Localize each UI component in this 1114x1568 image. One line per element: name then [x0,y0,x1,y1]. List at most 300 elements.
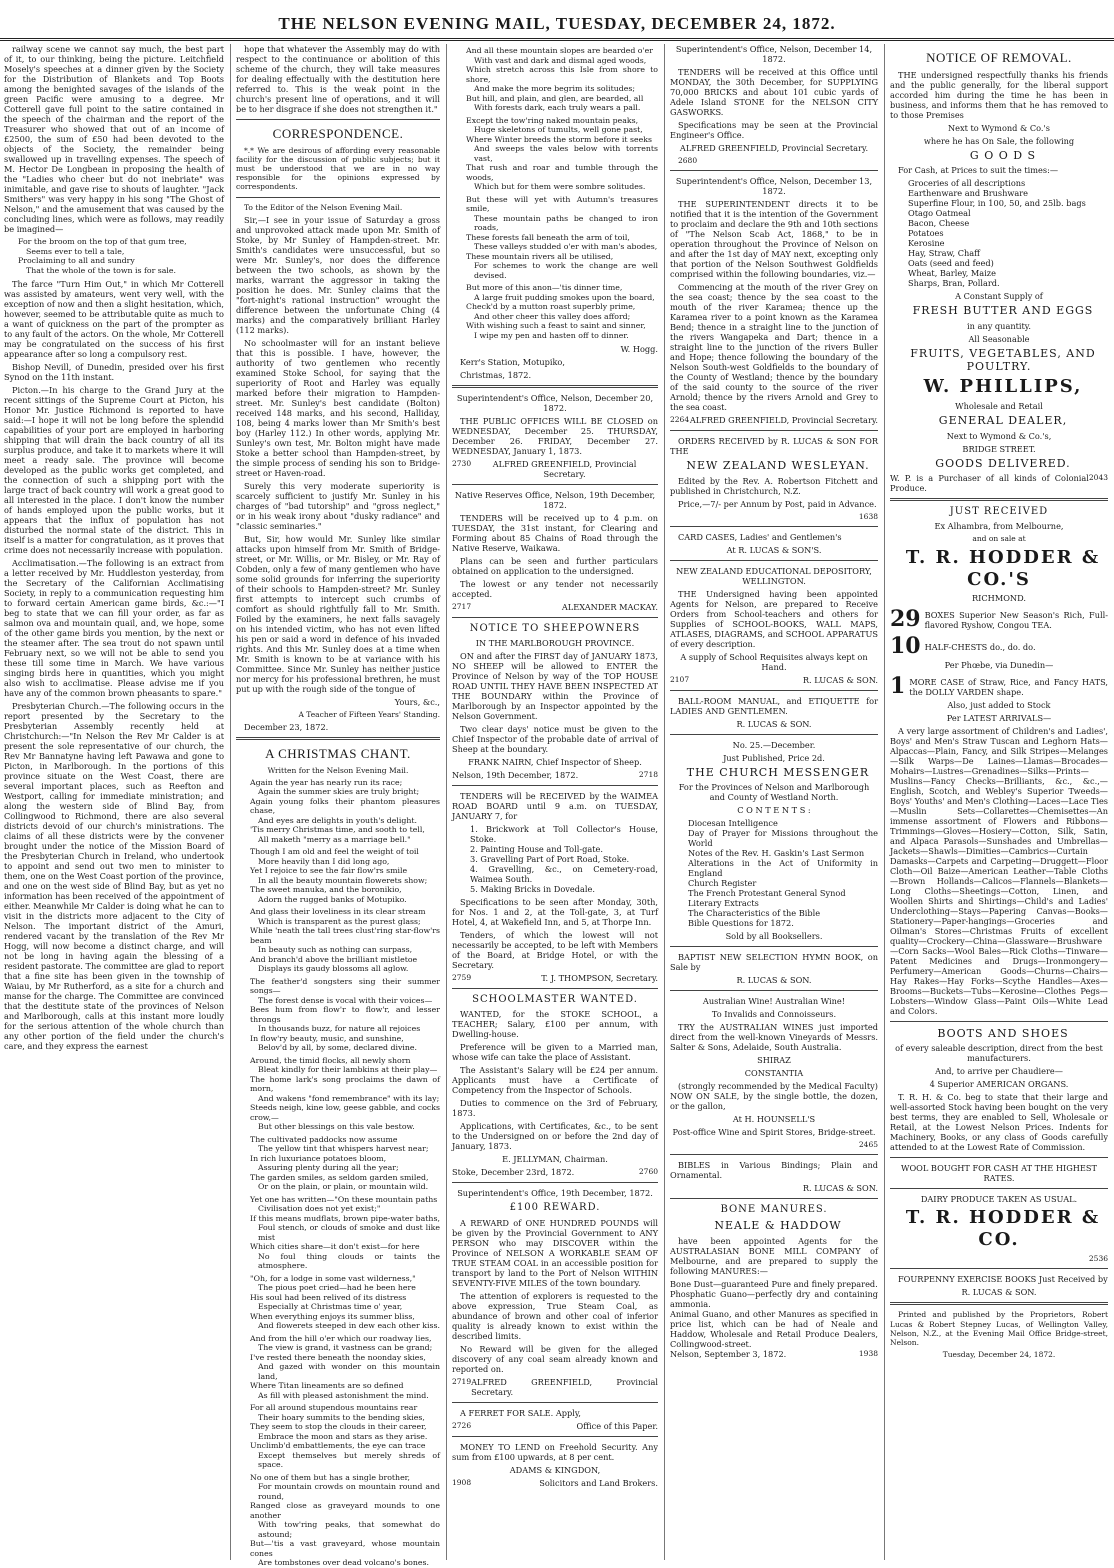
verse [18,237,224,275]
poem-line: But these will yet with Autumn's treasures smile, [466,194,658,213]
ad-number: 2759 [452,973,472,983]
list-item: 4. Gravelling, &c., on Cemetery-road, Waimea South. [470,864,658,885]
notice-subheading: IN THE MARLBOROUGH PROVINCE. [475,638,635,649]
ad-heading: BONE MANURES. [720,1204,828,1216]
notice-body: THE PUBLIC OFFICES WILL BE CLOSED on WEDNESDAY, December 25. THURSDAY, December 26. FRIDAY, December 27. WEDNESDAY, January 1, 1873. [452,416,658,456]
contents-label: C O N T E N T S : [737,805,811,816]
merchant-location: Next to Wymond & Co.'s, [946,430,1052,441]
divider [236,197,440,198]
divider [670,1154,878,1155]
list-item: Wheat, Barley, Maize [908,268,996,279]
divider [670,170,878,171]
poem-line: In flow'ry beauty, music, and sunshine, [250,1033,404,1043]
poem-line: All maketh "merry as a marriage bell." [258,834,411,844]
list-item: 2. Painting House and Toll-gate. [470,844,603,855]
notice-body: TENDERS will be RECEIVED by the WAIMEA ROAD BOARD until 9 a.m. on TUESDAY, JANUARY 7, for [452,791,658,822]
poem-line: Steeds neigh, kine low, geese gabble, and cocks crow,— [250,1103,440,1122]
poem-line: If this means mudflats, brown pipe-water baths, [250,1213,440,1223]
poem-line: Which stretch across this Isle from shore to shore, [466,65,658,84]
list-item: 1. Brickwork at Toll Collector's House, Stoke. [470,824,658,845]
poem-line: With vast and dark and dismal aged woods, [474,55,647,65]
ad-feature: DAIRY PRODUCE TAKEN AS USUAL. [920,1194,1078,1205]
ad-body: BALL-ROOM MANUAL, and ETIQUETTE for LADIES AND GENTLEMEN. [670,695,878,716]
letter-signoff: Yours, &c., [394,696,440,707]
column-rule [664,44,665,1560]
section-heading: A CHRISTMAS CHANT. [265,745,411,761]
poem-line: And flowerets steeped in dew each other kiss. [258,1321,440,1331]
list-item: The Characteristics of the Bible [688,908,821,919]
divider [452,988,658,989]
divider [670,690,878,691]
divider [670,1198,878,1199]
poem-line: And make the more begrim its solitudes; [474,84,636,93]
poem-line: I've rested there beneath the noonday skies, [250,1352,426,1362]
ad-body: TRY the AUSTRALIAN WINES just imported direct from the well-known Vineyards of Messrs. Salter & Sons, Adelaide, South Australia. [670,1022,878,1053]
poem-place: Kerr's Station, Motupiko, [460,357,565,367]
contents-list [688,818,878,928]
ad-body: FOURPENNY EXERCISE BOOKS Just Received by [898,1274,1108,1285]
ad-number: 2726 [452,1420,472,1430]
poem-line: Especially at Christmas time o' year, [258,1302,403,1312]
ad-body: For Cash, at Prices to suit the times:— [898,165,1059,176]
notice-signature: E. JELLYMAN, Chairman. [502,1154,608,1165]
letter-date: December 23, 1872. [244,721,329,732]
ad-number: 1908 [452,1477,472,1487]
poem-line: Adorn the rugged banks of Motupiko. [258,894,407,904]
quantity-figure: 29 [890,606,921,633]
ad-feature: FRUITS, VEGETABLES, AND POULTRY. [910,346,1096,374]
list-item: Kerosine [908,238,945,249]
ad-price: Price,—7/- per Annum by Post, paid in Advance. [678,498,877,509]
ad-firm: R. LUCAS & SON. [736,718,812,729]
poem-line: I wipe my pen and hasten off to dinner. [474,330,629,340]
ad-number: 2719 [452,1376,472,1386]
poem-line: The sweet manuka, and the boronikio, [250,885,402,895]
list-item: Literary Extracts [688,898,759,909]
ad-firm: R. LUCAS & SON. [802,1183,878,1194]
divider [890,498,1108,501]
ad-body: THE undersigned respectfully thanks his friends and the public generally, for the liberal support accorded him during the time he has been in business, and informs them that he has removed to to those Premises [890,69,1108,120]
ad-body: in any quantity. [967,320,1031,331]
notice-signature: ALFRED GREENFIELD, Provincial Secretary. [471,1376,658,1397]
poem-subtitle: Written for the Nelson Evening Mail. [267,765,409,775]
list-item: Otago Oatmeal [908,208,971,219]
ad-body: A very large assortment of Children's and Ladies', Boys' and Men's Straw Tuscan and Leghorn Hats—Alpaccas—Plain, Fancy, and Silk Stripes—Melanges—Silk Warps—De Laines—Llamas—Brocades—Mohairs—Lustres—Grenadines—Silks—Prints—Muslins—Fancy Checks—Brilliants, &c., &c.,—English, Scotch, and Webley's Superior Tweeds—Boys' Youths' and Men's Clothing—Laces—Lace Ties—Muslin Sets—Collarettes—Chemisettes—An immense assortment of Flowers and Ribbons—Trimmings—Gloves—Hosiery—Cotton, Silk, Satin, and Alpaca Parasols—Sunshades and Umbrellas—Jackets—Shawls—Dimities—Cambrics—Curtain Damasks—Carpets and Carpeting—Druggett—Floor Cloth—Oil Baize—American Leather—Table Cloths—Brown Hollands—Calicos—Flannels—Blankets—Long Cloths—Sheetings—Cotton, Linen, and Woollen Shirts and Shirtings—Child's and Ladies' Underclothing—Stays—Papering Canvas—Books—Stationery—Paper-hangings—Groceries and Oilman's Stores—Christmas Fruits of excellent quality—Crockery—China—Glassware—Brushware—Corn Sacks—Wool Bales—Rick Cloths—Tinware—Patent Medicines and Drugs—Ironmongery—Perfumery—American Goods—Churns—Chairs—Hay Rakes—Hay Forks—Scythe Handles—Axes—Brooms—Buckets—Tubs—Kerosine—Clothes Pegs—Lobsters—Window Glass—Paint Oils—White Lead and Colors. [890,725,1109,1016]
ad-feature: GOODS DELIVERED. [935,456,1071,470]
divider [670,526,878,527]
goods-list [908,178,1108,288]
ad-body: A FERRET FOR SALE. Apply, [460,1407,581,1418]
list-item: The French Protestant General Synod [688,888,846,899]
notice-body: Commencing at the mouth of the river Grey on the sea coast; thence by the sea coast to the mouth of the river Karamea; thence up the Karamea river to a point known as the Karamea Bend; thence in a straight line to the junction of the rivers Wangapeka and Dart; thence in a straight line to the junction of the rivers Buller and Hope; thence following the boundary of the Nelson South-west Goldfields to the boundary of the County of Westland; thence by the boundary of the said county to the source of the river Arnold; thence by the rivers Arnold and Grey to the sea coast. [670,282,878,413]
ad-number: 1938 [858,1348,878,1358]
poem-line: While 'neath the tall trees clust'ring star-flow'rs beam [250,926,440,945]
divider [670,990,878,991]
poem-line: Check'd by a mutton roast superbly prime, [466,302,636,311]
divider [670,734,878,735]
manure-list [670,1279,878,1349]
divider [890,1157,1108,1158]
article-paragraph: railway scene we cannot say much, the best part of it, to our thinking, being the picture. Leitchfield Mosely's speeches at a dinner given by the Society for the Distribution of Blankets and Top Boots among the benighted savages of the islands of the green Pacific were amusing to a degree. Mr Cotterell gave full point to the satire contained in the speech of the chairman and the report of the Treasurer who showed that out of an income of £2500, the sum of £50 had been devoted to the objects of the Society, the remainder being swallowed up in travelling expenses. The speech of M. Hector De Longbean in proposing the health of the "Ladies who cheer but do not inebriate" was inimitable, and gave rise to shouts of laughter. "Jack Smithers" was very happy in his song "The Ghost of Nelson," and the amusement that was caused by the concluding lines, which were as follows, may readily be imagined— [4,44,224,234]
letter-address: To the Editor of the Nelson Evening Mail. [244,202,403,212]
notice-body: Specifications to be seen after Monday, 30th, for Nos. 1 and 2, at the Toll-gate, 3, at Turf Hotel, 4, at Wakefield Inn, and 5, at Thorpe Inn. [452,897,658,928]
goods-heading: G O O D S [969,148,1037,162]
ad-title: NEW ZEALAND WESLEYAN. [686,459,870,473]
notice-header: Superintendent's Office, Nelson, December 14, 1872. [675,44,873,64]
poem-line: Except the tow'ring naked mountain peaks, [466,115,639,125]
merchant-name: T. R. HODDER & CO.'S [905,546,1101,590]
notice-body: The lowest or any tender not necessarily accepted. [452,579,658,599]
verse-line: Proclaiming to all and sundry [18,256,135,265]
poem [250,778,440,1568]
poem-line: "Oh, for a lodge in some vast wilderness," [250,1273,416,1283]
notice-body: No Reward will be given for the alleged discovery of any coal seam already known and reported on. [452,1343,658,1374]
poem-line: Yet one has written—"On these mountain paths [250,1194,438,1204]
poem-line: But hill, and plain, and glen, are bearded, all [466,93,644,103]
ad-firm: R. LUCAS & SON. [736,975,812,986]
poem-line: Again the summer skies are truly bright; [258,787,420,797]
list-item: Animal Guano, and other Manures as specified in price list, which can be had of Neale and Haddow, Wholesale and Retail Produce Dealers, Collingwood-street. [670,1308,878,1349]
notice-body: THE SUPERINTENDENT directs it to be notified that it is the intention of the Government to proclaim and declare the 9th and 10th sections of "The Nelson Scab Act, 1868," to be in operation throughout the Province of Nelson on and after the 1st day of MAY next, excepting only that portion of the Nelson Southwest Goldfields comprised within the following boundaries, viz.— [670,199,878,280]
poem-line: Are tombstones over dead volcano's bones. [258,1558,429,1568]
divider [236,119,440,120]
article-paragraph: Acclimatisation.—The following is an extract from a letter received by Mr. Huddleston yesterday, from the Secretary of the Californian Acclimatising Society, in reply to a communication requesting him to forward certain American game birds, &c.:—"I beg to state that we can fill your order, as far as salmon ova and mountain quail, and, we hope, some of the other game birds you mention, by the next or the steamer after. The sea trout do not spawn until February next, so we will not be able to send you these till some time in March. We have various singing birds here in quantities, which you might also wish to acclimatise. Please advise me if you have any of the common brown pheasants to spare." [4,558,224,698]
column-3 [452,44,658,1560]
ad-firm: R. LUCAS & SON. [802,674,878,685]
ad-body: T. R. H. & Co. beg to state that their large and well-assorted Stock having been bought on the very best terms, they are enabled to Sell, Wholesale or Retail, at the Lowest Nelson Prices. Indents for Machinery, Books, or any class of Goods carefully attended to at the Lowest Rate of Commission. [890,1092,1108,1153]
poem-line: These mountain paths be changed to iron roads, [474,213,658,232]
divider [452,617,658,618]
poem-line: Again the year has nearly run its race; [250,777,403,787]
ad-number: 1638 [858,511,878,521]
ad-pubinfo: Just Published, Price 2d. [723,752,825,763]
poem-line: But more of this anon—'tis dinner time, [466,283,623,292]
ad-body: and on sale at [972,534,1026,544]
poem-line: Or on the plain, or plain, or mountain wild. [258,1182,429,1192]
article-paragraph: Picton.—In his charge to the Grand Jury at the recent sittings of the Supreme Court at Picton, his Honor Mr. Justice Richmond is reported to have said:—I hope it will not be long before the splendid capabilities of your port are employed in harboring shipping that will drain the back country of all its surplus produce, and take it to markets where it will meet a ready sale. The province will become developed as the public works get completed, and the connection of such a shipping port with the large tract of back country will work a great good to all interested in the place. I don't know the number of hands employed upon the public works, but it appears that the influx of population has not disturbed the normal state of the district. This in itself is a matter for congratulation, as it proves that crime does not necessarily increase with population. [4,385,224,555]
ad-body: Also, just added to Stock [947,699,1051,710]
masthead [0,0,1114,41]
notice-body: The attention of explorers is requested to the above expression, True Steam Coal, as abundance of brown and other coal of inferior quality is already known to exist within the described limits. [452,1290,658,1341]
notice-signature: ALFRED GREENFIELD, Provincial Secretary. [679,143,869,153]
poem-line: That rush and roar and tumble through the woods, [466,163,658,182]
list-item: Bible Questions for 1872. [688,918,794,929]
ad-body: THE Undersigned having been appointed Agents for Nelson, are prepared to Receive Orders from School-teachers and others for Supplies of SCHOOL-BOOKS, WALL MAPS, ATLASES, DIAGRAMS, and SCHOOL APPARATUS of every description. [670,588,878,649]
ad-title: THE CHURCH MESSENGER [686,765,870,779]
poem-line: His soul had been relived of its distress [250,1292,407,1302]
ad-body: All Seasonable [968,333,1030,344]
notice-body: The Assistant's Salary will be £24 per annum. Applicants must have a Certificate of Competency from the Inspector of Schools. [452,1065,658,1096]
notice-signature: ALFRED GREENFIELD, Provincial Secretary. [492,459,637,479]
poem-line: Except themselves but merely shreds of space. [258,1450,440,1470]
list-item: Earthenware and Brushware [908,188,1029,199]
notice-signature: ALEXANDER MACKAY. [561,602,658,612]
poem-line: These forests fall beneath the arm of toil, [466,232,630,242]
list-item: Church Register [688,878,757,889]
notice-body: Duties to commence on the 3rd of February, 1873. [452,1098,658,1119]
notice-heading: SCHOOLMASTER WANTED. [472,994,638,1006]
article-paragraph: The farce "Turn Him Out," in which Mr Cotterell was assisted by amateurs, went very well, with the exception of now and then a slight hesitation, which, however, seemed to be attributable quite as much to a want of quickness on the part of the prompter as to any fault of the actors. On the whole, Mr Cotterell may be congratulated on the success of his first appearance after so long a compulsory rest. [4,279,224,359]
ad-title: NEW ZEALAND EDUCATIONAL DEPOSITORY, WELLINGTON. [676,565,872,586]
poem-line: These valleys studded o'er with man's abodes, [474,242,658,251]
poem-line: The view is grand, it vastness can be grand; [258,1343,433,1353]
merchant-name: T. R. HODDER & CO. [905,1207,1101,1251]
divider [452,484,658,485]
column-rule [446,44,447,1560]
poem-line: But other blessings on this vale bestow. [258,1122,415,1132]
ad-body: Per Phœbe, via Dunedin— [944,660,1054,671]
poem-line: Unclimb'd embattlements, the eye can trace [250,1441,426,1451]
list-item: 3. Gravelling Part of Port Road, Stoke. [470,854,630,865]
list-item: Oats (seed and feed) [908,258,994,269]
ad-subheading: Per LATEST ARRIVALS— [946,712,1052,723]
article-paragraph: Bishop Nevill, of Dunedin, presided over his first Synod on the 11th instant. [4,362,224,382]
notice-body: TENDERS will be received at this Office until MONDAY, the 30th December, for SUPPLYING 70,000 BRICKS and about 101 cubic yards of Adele Island STONE for the NELSON CITY GASWORKS. [670,67,878,117]
ad-number: 2730 [452,459,472,468]
ad-heading: NOTICE OF REMOVAL. [926,50,1072,65]
ad-number: 2760 [638,1167,658,1177]
ad-body: Sold by all Booksellers. [725,931,823,942]
merchant-name: W. PHILLIPS, [923,376,1083,398]
ad-firm: ADAMS & KINGDON, [509,1464,601,1475]
poem-line: Bleat kindly for their lambkins at their play— [258,1065,438,1075]
poem-line: Where Titan lineaments are so defined [250,1381,404,1391]
notice-date: Nelson, 19th December, 1872. [452,770,579,781]
divider [890,1302,1108,1305]
tender-list [470,824,658,894]
editorial-note: *.* We are desirous of affording every reasonable facility for the discussion of public subjects; but it must be understood that we are in no way responsible for the opinions expressed by correspondents. [236,145,440,192]
list-item: Diocesan Intelligence [688,818,778,829]
poem-line: Where Winter breeds the storm before it seeks [466,134,652,144]
divider [890,1188,1108,1189]
merchant-street: BRIDGE STREET. [962,443,1036,454]
ad-number: 2043 [1088,473,1108,483]
divider [670,560,878,561]
quantity-figure: 10 [890,633,921,660]
poem-line: But—'tis a vast graveyard, whose mountain cones [250,1539,440,1558]
ad-number: 2536 [1088,1254,1108,1264]
ad-body: of every saleable description, direct from the best manufacturers. [895,1043,1103,1064]
ad-location: Next to Wymond & Co.'s [947,122,1050,133]
list-item: Sharps, Bran, Pollard. [908,278,1000,289]
ad-body: W. P. is a Purchaser of all kinds of Colonial Produce. [890,473,1089,494]
ad-contact: Office of this Paper. [576,1420,658,1431]
poem-line: They seem to stop the clouds in their career, [250,1422,427,1432]
poem-line: No one of them but has a single brother, [250,1472,411,1482]
ad-number: 2264 [670,415,690,425]
poem-line: Displays its gaudy blossoms all aglow. [258,964,409,974]
poem-line: The pious poet cried—had he been here [258,1283,416,1293]
notice-body: Plans can be seen and further particulars obtained on application to the undersigned. [452,556,658,576]
poem-line: The forest dense is vocal with their voices— [258,995,433,1005]
poem-line: And eyes are delights in youth's delight. [258,815,418,825]
poem-line: Again young folks their phantom pleasures chase, [250,796,440,816]
ad-date: Nelson, September 3, 1872. [670,1348,787,1359]
ad-number: 2465 [858,1140,878,1150]
ad-number: 2680 [678,156,698,165]
poem-line: And branch'd above the brilliant mistletoe [250,954,418,964]
poem-line: Belov'd by all, by some, declared divine. [258,1043,417,1053]
ad-body: A Constant Supply of [955,291,1043,302]
imprint: Printed and published by the Proprietors, Robert Lucas & Robert Stepney Lucas, of Wellington Valley, Nelson, N.Z., at the Evening Mail Office Bridge-street, Nelson. [890,1310,1108,1347]
ad-title: Australian Wine! Australian Wine! [702,996,846,1007]
divider [670,430,878,431]
poem-line: The home lark's song proclaims the dawn of morn, [250,1074,440,1094]
divider [890,1268,1108,1269]
ad-subtitle: To Invalids and Connoisseurs. [711,1009,837,1020]
poem-line: Huge skeletons of tumults, well gone past, [474,125,643,134]
poem-line: Which cities share—it don't exist—for here [250,1242,420,1252]
notice-header: Superintendent's Office, Nelson, December 13, 1872. [675,176,873,197]
poem-line: The feather'd songsters sing their summer songs— [250,976,440,996]
poem-line: Assuring plenty during all the year; [258,1163,399,1173]
column-4 [670,44,878,1560]
verse-line: For the broom on the top of that gum tree, [18,237,187,246]
notice-heading: NOTICE TO SHEEPOWNERS [469,623,641,634]
list-item: Superfine Flour, in 100, 50, and 25lb. bags [908,198,1086,209]
notice-signature: FRANK NAIRN, Chief Inspector of Sheep. [468,757,642,768]
section-heading: CORRESPONDENCE. [272,126,404,141]
ad-body: (strongly recommended by the Medical Faculty) NOW ON SALE, by the single bottle, the dozen, or the gallon, [670,1081,878,1112]
notice-body: Applications, with Certificates, &c., to be sent to the Undersigned on or before the 2nd day of January, 1873. [452,1121,658,1152]
ad-firm: At H. HOUNSELL'S [732,1114,816,1125]
poem-line: Civilisation does not yet exist;" [258,1204,381,1214]
ad-firm: NEALE & HADDOW [714,1219,842,1233]
ad-feature: BOOTS AND SHOES [937,1026,1069,1040]
ad-feature: FRESH BUTTER AND EGGS [912,304,1094,318]
notice-body: Two clear days' notice must be given to the Chief Inspector of the probable date of arrival of Sheep at the boundary. [452,724,658,755]
poem-line: Their hoary summits to the bending skies, [258,1412,425,1422]
poem-line: Which but for them were sombre solitudes. [474,182,646,191]
poem-line: In beauty such as nothing can surpass, [258,945,413,955]
divider [452,1402,658,1403]
poem-line: For mountain crowds on mountain round and round, [258,1482,440,1501]
divider [452,785,658,786]
divider [236,737,440,740]
divider [452,1436,658,1437]
list-item: Bacon, Cheese [908,218,970,229]
notice-body: ON and after the FIRST day of JANUARY 1873, NO SHEEP will be allowed to ENTER the Province of Nelson by way of the TOP HOUSE ROAD UNTIL THEY HAVE BEEN INSPECTED AT THE BOUNDARY within the Province of Marlborough by an Inspector appointed by the Nelson Government. [452,651,658,722]
list-item: Groceries of all descriptions [908,178,1026,189]
notice-signature: T. J. THOMPSON, Secretary. [541,973,658,984]
article-paragraph: Presbyterian Church.—The following occurs in the report presented by the Secretary to the Presbyterian Assembly recently held at Christchurch:—"In Nelson the Rev Mr Calder is at present the sole representative of our church, the Rev Mr Bannatyne having left Pawawa and gone to Picton, in Marlborough. In the portions of this province situate on the West Coast, there are several important places, such as Reefton and Westport, calling for immediate ministration; and along the western side of Blind Bay, from Collingwood to Richmond, there are also several districts devoid of our church's ministrations. The claims of all these districts were by the convener brought under the notice of the Mission Board of the Presbyterian Church in Ireland, who undertook to appoint and send out two men to minister to them, one on the West Coast portion of the province, and one on the west side of Blind Bay, but as yet no information has been received of the appointment of either. Meanwhile Mr Calder is doing what he can to visit in the districts more adjacent to the City of Nelson. The important district of the Amuri, rendered vacant by the translation of the Rev Mr Hogg, will now become a distinct charge, and will not be long in having again the blessing of a resident pastorate. The committee are glad to report that a fine site has been given in the township of Waiau, by Mr Rutherford, as a site for a church and manse for the charge. The Committee are convinced that the destitute state of the provinces of Nelson and Marlborough, calls at this instant more loudly for the serious attention of the whole church than any other portion of the field under the church's care, and they express the earnest [4,701,225,1051]
list-item: 5. Making Bricks in Dovedale. [470,884,595,895]
ad-firm: R. LUCAS & SON. [961,1287,1037,1298]
list-item: Alterations in the Act of Uniformity in England [688,858,878,879]
letter-paragraph: Sir,—I see in your issue of Saturday a gross and unprovoked attack made upon Mr. Smith of Stoke, by Mr Sunley of Hampden-street. Mr. Smith's candidates were unsuccessful, but so were Mr. Sunley's, nor does the difference between the two schools, as shown by the marks, warrant the aggressor in taking the position he does. Mr. Sunley claims that the "fort-night's rational instruction" wrought the difference between the unfortunate Ching (4 marks) and the comparatively brilliant Harley (112 marks). [236,214,440,335]
notice-body: A REWARD of ONE HUNDRED POUNDS will be given by the Provincial Government to ANY PERSON who may DISCOVER within the Province of NELSON A WORKABLE SEAM OF TRUE STEAM COAL in an accessible position for transport by land to the Port of Nelson WITHIN SEVENTY-FIVE MILES of the town boundary. [452,1217,658,1288]
poem-line: More heavily than I did long ago, [258,856,390,866]
column-5 [890,44,1108,1560]
poem-line: Foul stench, or clouds of smoke and dust like mist [258,1223,440,1242]
poem-line: For schemes to work the change are well devised. [474,261,658,280]
divider [452,385,658,388]
notice-header: Superintendent's Office, 19th December, 1872. [457,1188,653,1199]
poem-line: With forests dark, each truly wears a pall. [474,103,641,112]
poem-date: Christmas, 1872. [460,370,532,380]
notice-body: Specifications may be seen at the Provincial Engineer's Office. [670,120,878,140]
notice-heading: £100 REWARD. [509,1202,601,1214]
list-item: Phosphatic Guano—perfectly dry and containing ammonia. [670,1288,878,1309]
poem-line: In rich luxuriance potatoes bloom, [250,1153,387,1163]
poem-line: As fill with pleased astonishment the mind. [258,1390,429,1400]
list-item: Hay, Straw, Chaff [908,248,980,259]
column-rule [884,44,885,1560]
ad-number: 2718 [638,770,658,780]
poem-line: And wakens "fond remembrance" with its lay; [258,1093,440,1103]
newspaper-title: THE NELSON EVENING MAIL, TUESDAY, DECEMBER 24, 1872. [278,14,836,33]
poem-line: The garden smiles, as seldom garden smiled, [250,1172,429,1182]
ad-body: BAPTIST NEW SELECTION HYMN BOOK, on Sale by [670,952,878,973]
divider [670,946,878,947]
column-1 [4,44,224,1560]
ad-item: MORE CASE of Straw, Rice, and Fancy HATS, the DOLLY VARDEN shape. [909,676,1108,697]
poem-line: Embrace the moon and stars as they arise. [258,1431,428,1441]
letter-paragraph: But, Sir, how would Mr. Sunley like similar attacks upon himself from Mr. Smith of Bridge-street, or Mr. Willis, or Mr. Bisley, or Mr. Ray of Cobden, only a few of many gentlemen who have some solid grounds for inferring the superiority of their schools to Hampden-street? Mr. Sunley first attempts to intercept such crumbs of comfort as should rightfully fall to Mr. Smith. Foiled by the examiners, he next falls savagely on his intended victim, who has not even lifted his pen or said a word in defence of his invaded rights. And this Mr. Sunley does at a time when Mr. Smith is known to be at variance with his Committee. Since Mr. Sunley has neither justice nor mercy for his professional brethren, he must put up with the rough side of the tongue of [236,533,440,694]
ad-firm: At R. LUCAS & SON'S. [726,544,822,555]
ad-body: have been appointed Agents for the AUSTRALASIAN BONE MILL COMPANY of Melbourne, and are prepared to supply the following MANURES:— [670,1235,878,1276]
letter-paragraph: No schoolmaster will for an instant believe that this is possible. I have, however, the authority of two gentlemen who recently examined Stoke School, for saying that the superiority of Root and Harley was equally marked before their migration to Hampden-street. Mr. Sunley's best candidate (Bolton) received 148 marks, and his second, Halliday, 108, being 4 marks lower than Mr Smith's best boy (Harley 112.) In other words, applying Mr. Sunley's own test, Mr. Bolton might have made Stoke a better school than Hampden-street, by the simple process of sending his son to Bridge-street or Haven-road. [236,337,440,478]
poem-line: The yellow tint that whispers harvest near; [258,1144,429,1154]
wine-name: CONSTANTIA [744,1068,804,1079]
poem-line: And from the hill o'er which our roadway lies, [250,1333,432,1343]
column-rule [230,44,231,1560]
poem-line: 'Tis merry Christmas time, and sooth to tell, [250,825,425,835]
ad-body: MONEY TO LEND on Freehold Security. Any sum from £100 upwards, at 8 per cent. [452,1441,658,1462]
notice-date: Stoke, December 23rd, 1872. [452,1167,575,1178]
ad-address: Post-office Wine and Spirit Stores, Bridge-street. [672,1127,876,1138]
notice-signature: ALFRED GREENFIELD, Provincial Secretary. [689,415,878,426]
notice-body: TENDERS will be received up to 4 p.m. on TUESDAY, the 31st instant, for Clearing and Forming about 85 Chains of Road through the Native Reserve, Waikawa. [452,513,658,553]
poem-line: And gazed with wonder on this mountain land, [258,1362,440,1381]
ad-body: For the Provinces of Nelson and Marlborough and County of Westland North. [678,782,870,803]
poem-line: Ranged close as graveyard mounds to one another [250,1501,440,1520]
article-paragraph: hope that whatever the Assembly may do with respect to the continuance or abolition of this scheme of the church, they will take measures for dealing effectually with the destitution here referred to. This is the weak point in the church's present line of operations, and it will be to her disgrace if she does not strengthen it." [236,44,440,114]
ad-firm-title: Solicitors and Land Brokers. [539,1477,658,1488]
verse-line: That the whole of the town is for sale. [26,265,177,275]
poem-line: In thousands buzz, for nature all rejoices [258,1024,421,1034]
quantity-figure: 1 [890,673,906,700]
ad-body: where he has On Sale, the following [923,135,1075,146]
list-item: Notes of the Rev. H. Gaskin's Last Sermon [688,848,865,859]
notice-header: Superintendent's Office, Nelson, December 20, 1872. [456,393,654,413]
ad-body: ORDERS RECEIVED by R. LUCAS & SON FOR THE [670,436,878,457]
merchant-town: RICHMOND. [972,593,1026,604]
ad-heading: JUST RECEIVED [949,506,1049,518]
verse-line: Seems ever to tell a tale, [26,246,125,256]
poem-line: A large fruit pudding smokes upon the board, [474,292,655,302]
poem-line: When everything enjoys its summer bliss, [250,1311,415,1321]
letter-paragraph: Surely this very moderate superiority is scarcely sufficient to justify Mr. Sunley in his charges of "bad tutorship" and "gross neglect," or in his weak irony about "dusky radiance" and "classic seminaries." [236,480,440,531]
ad-body: A supply of School Requisites always kept on Hand. [680,651,868,672]
poem-line: No foul thing clouds or taints the atmosphere. [258,1251,440,1271]
ad-item: HALF-CHESTS do., do. do. [924,641,1036,652]
ad-body: And, to arrive per Chaudiere— [935,1066,1063,1077]
poem-line: With wishing such a feast to saint and sinner, [466,321,646,330]
ad-body: CARD CASES, Ladies' and Gentlemen's [678,531,842,542]
poem-line: And all these mountain slopes are bearded o'er [466,46,653,55]
ad-body: BIBLES in Various Bindings; Plain and Ornamental. [670,1160,878,1181]
poem-line: For all around stupendous mountains rear [250,1403,418,1413]
ad-body: Ex Alhambra, from Melbourne, [934,521,1064,532]
ad-body: Edited by the Rev. A. Robertson Fitchett and published in Christchurch, N.Z. [670,475,878,496]
ad-item: BOXES Superior New Season's Rich, Full-flavored Ryshow, Congou TEA. [924,609,1108,630]
notice-body: Tenders, of which the lowest will not necessarily be accepted, to be left with Members of the Board, at Bridge Hotel, or with the Secretary. [452,930,658,971]
ad-number: 2107 [670,674,690,684]
divider [452,1182,658,1183]
poem-line: Which is transparent as the purest glass; [258,916,421,926]
wine-name: SHIRAZ [757,1055,791,1066]
